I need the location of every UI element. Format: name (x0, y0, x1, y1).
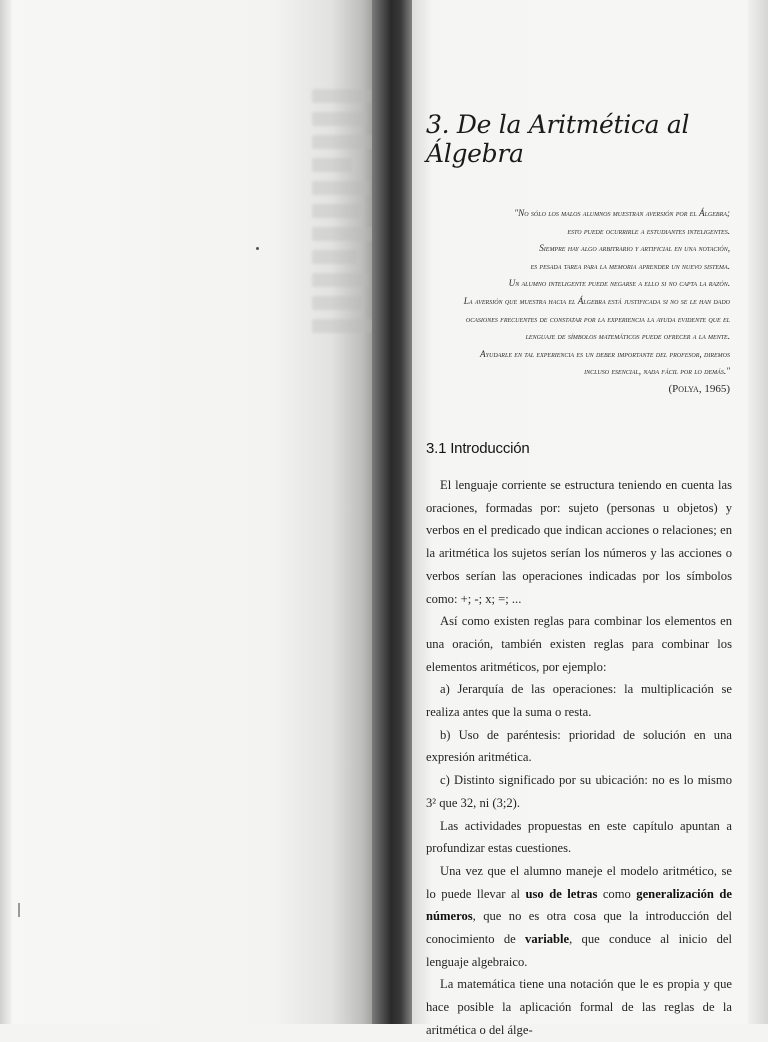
left-page (0, 0, 390, 1024)
epigraph-attribution: (Polya, 1965) (668, 382, 730, 395)
list-item: a) Jerarquía de las operaciones: la multiplicación se realiza antes que la suma o resta. (426, 682, 732, 720)
right-page-edge (748, 0, 768, 1024)
bold-term: variable (525, 932, 570, 947)
epigraph-line: Ayudarle en tal experiencia es un deber importante del profesor, diremos (480, 348, 730, 359)
paragraph: Así como existen reglas para combinar los elementos en una oración, también existen reglas para combinar los elementos aritméticos, por ejemplo: (426, 614, 732, 674)
epigraph-line: es pesada tarea para la memoria aprender un nuevo sistema. (530, 260, 730, 271)
epigraph-line: Un alumno inteligente puede negarse a ello si no capta la razón. (508, 278, 730, 289)
list-item: c) Distinto significado por su ubicación: no es lo mismo 3² que 32, ni (3;2). (426, 773, 732, 810)
paragraph-text: , que conduce al inicio del lenguaje algebraico. (426, 932, 732, 969)
left-page-edge (0, 0, 12, 1024)
epigraph-line: ocasiones frecuentes de constatar por la experiencia la ayuda evidente que el (465, 313, 730, 324)
paragraph (426, 860, 732, 974)
bold-term: uso de letras (525, 886, 598, 901)
epigraph-line: lenguaje de símbolos matemáticos puede ofrecer a la mente. (525, 331, 730, 342)
epigraph-line: Siempre hay algo arbitrario y artificial en una notación, (539, 243, 730, 254)
epigraph-line: esto puede ocurrirle a estudiantes inteligentes. (567, 225, 730, 236)
edge-mark (18, 903, 20, 917)
paragraph: Las actividades propuestas en este capítulo apuntan a profundizar estas cuestiones. (426, 818, 732, 856)
list-item: b) Uso de paréntesis: prioridad de solución en una expresión aritmética. (426, 727, 732, 765)
paragraph-text: , que no es otra cosa que la introducción del conocimiento de (426, 909, 732, 947)
bold-term: generalización de números (426, 886, 733, 924)
paragraph: La matemática tiene una notación que le es propia y que hace posible la aplicación formal de las reglas de la aritmética o del álge- (426, 977, 732, 1037)
paragraph-text: como (597, 886, 637, 901)
speck-mark (256, 247, 259, 250)
body-text (426, 474, 732, 1042)
epigraph-line: "No sólo los malos alumnos muestran aversión por el Álgebra; (514, 208, 730, 218)
epigraph (426, 205, 730, 399)
epigraph-line: incluso esencial, nada fácil por lo demás." (584, 366, 730, 377)
paragraph-text: Una vez que el alumno maneje el modelo aritmético, se lo puede llevar al (426, 863, 732, 901)
chapter-title: 3. De la Aritmética al Álgebra (426, 110, 690, 168)
section-title: 3.1 Introducción (426, 440, 530, 457)
paragraph: El lenguaje corriente se estructura teniendo en cuenta las oraciones, formadas por: sujeto (personas u objetos) y verbos en el predicado que indican acciones o relaciones; en la aritmética los sujetos serían los números y las acciones o verbos serían las operaciones indicadas por los símbolos como: +; -; x; =; ... (426, 478, 732, 606)
epigraph-line: La aversión que muestra hacia el Álgebra está justificada si no se le han dado (463, 295, 730, 306)
